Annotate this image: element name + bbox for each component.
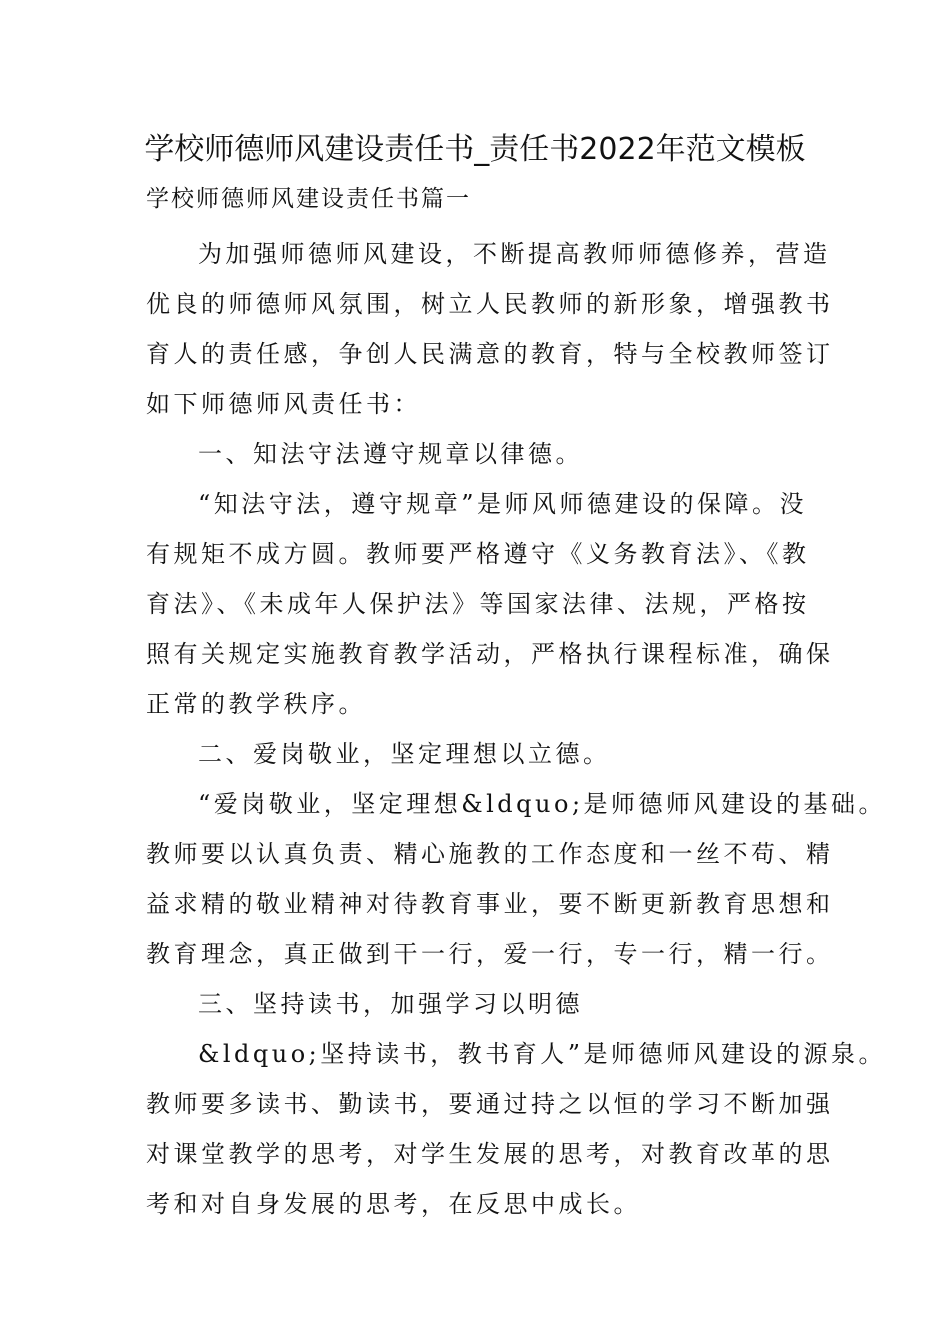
text-line: 二、爱岗敬业，坚定理想以立德。 bbox=[198, 740, 611, 768]
text-line: 育人的责任感，争创人民满意的教育，特与全校教师签订 bbox=[146, 340, 834, 368]
text-line: 教育理念，真正做到干一行，爱一行，专一行，精一行。 bbox=[146, 940, 834, 968]
text-line: “知法守法，遵守规章”是师风师德建设的保障。没 bbox=[198, 490, 808, 518]
text-line: 三、坚持读书，加强学习以明德 bbox=[198, 990, 583, 1018]
document-title: 学校师德师风建设责任书_责任书2022年范文模板 bbox=[144, 132, 806, 167]
text-line: 育法》、《未成年人保护法》等国家法律、法规，严格按 bbox=[146, 590, 810, 618]
text-line: &ldquo;坚持读书，教书育人”是师德师风建设的源泉。 bbox=[198, 1040, 887, 1068]
text-line: 优良的师德师风氛围，树立人民教师的新形象，增强教书 bbox=[146, 290, 834, 318]
text-line: 正常的教学秩序。 bbox=[146, 690, 366, 718]
text-line: 教师要以认真负责、精心施教的工作态度和一丝不苟、精 bbox=[146, 840, 834, 868]
text-line: 照有关规定实施教育教学活动，严格执行课程标准，确保 bbox=[146, 640, 834, 668]
text-line: 如下师德师风责任书： bbox=[146, 390, 421, 418]
text-line: 为加强师德师风建设，不断提高教师师德修养，营造 bbox=[198, 240, 831, 268]
text-line: 益求精的敬业精神对待教育事业，要不断更新教育思想和 bbox=[146, 890, 834, 918]
text-line: 有规矩不成方圆。教师要严格遵守《义务教育法》、《教 bbox=[146, 540, 810, 568]
text-line: 一、知法守法遵守规章以律德。 bbox=[198, 440, 583, 468]
text-line: 对课堂教学的思考，对学生发展的思考，对教育改革的思 bbox=[146, 1140, 834, 1168]
text-line: “爱岗敬业，坚定理想&ldquo;是师德师风建设的基础。 bbox=[198, 790, 887, 818]
text-line: 考和对自身发展的思考，在反思中成长。 bbox=[146, 1190, 641, 1218]
document-body bbox=[146, 229, 887, 1229]
text-line: 教师要多读书、勤读书，要通过持之以恒的学习不断加强 bbox=[146, 1090, 834, 1118]
section-heading: 学校师德师风建设责任书篇一 bbox=[146, 186, 471, 212]
